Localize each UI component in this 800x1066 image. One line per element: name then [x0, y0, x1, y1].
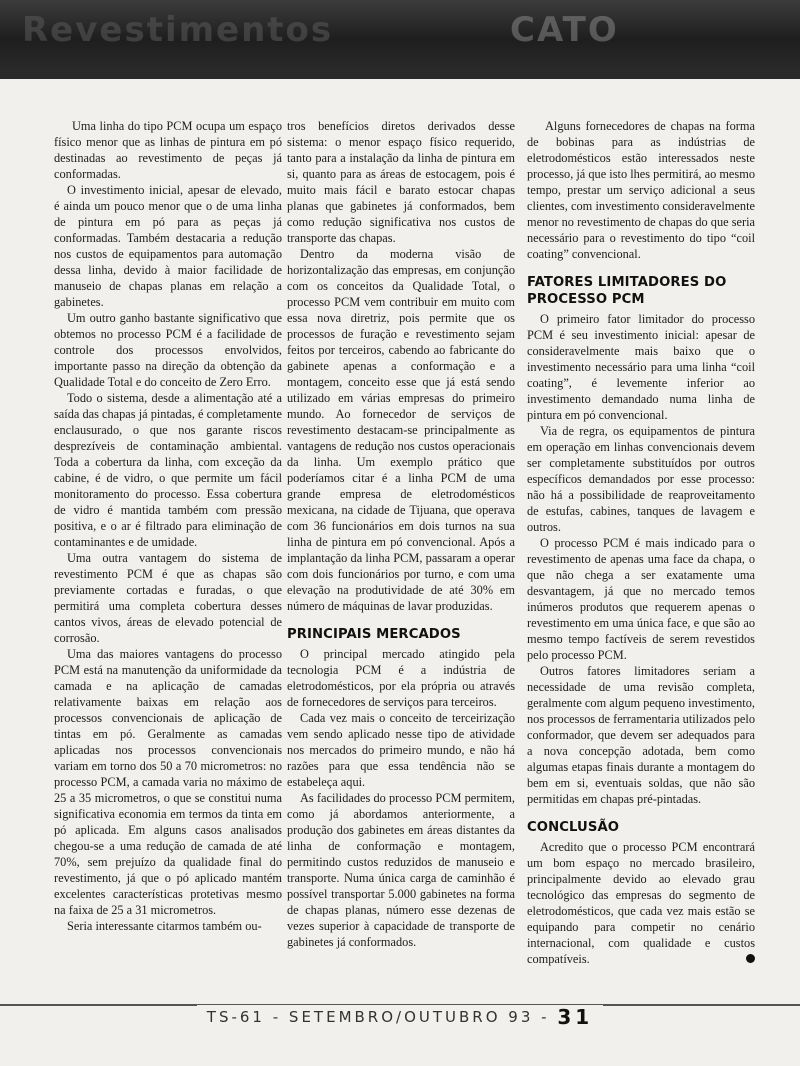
banner-ghost-text-left: Revestimentos: [22, 10, 334, 50]
section-heading-fatores-limitadores: FATORES LIMITADORES DO PROCESSO PCM: [527, 275, 727, 307]
page-number: 31: [557, 1005, 594, 1029]
paragraph: Uma das maiores vantagens do processo PCM está na manutenção da uniformidade da camada e na aplicação de camadas relativamente baixas em relação aos processos convencionais de aplicação de tintas em pó. Geralmente as camadas aplicadas nos processos convencionais variam em torno dos 50 a 70 micrometros: no processo PCM, a camada varia no máximo de 25 a 35 micrometros, o que se constitui numa significativa economia em termos da tinta em pó aplicada. Em alguns casos analisados chegou-se a uma redução de camada de até 70%, sem prejuízo da qualidade final do revestimento, já que o pó aplicado mantém excelentes características protetivas mesmo na faixa de 25 a 31 micrometros.: [54, 647, 282, 917]
paragraph: tros benefícios diretos derivados desse sistema: o menor espaço físico requerido, tanto para a instalação da linha de pintura em si, quanto para as áreas de estocagem, pois é muito mais fácil e barato estocar chapas planas que gabinetes já conformados, bem como redução significativa nos custos de transporte das chapas.: [287, 119, 515, 245]
paragraph: O primeiro fator limitador do processo PCM é seu investimento inicial: apesar de consideravelmente mais baixo que o investimento necessário para uma linha “coil coating”, é levemente inferior ao investimento demandado numa linha de pintura em pó convencional.: [527, 312, 755, 422]
paragraph: O principal mercado atingido pela tecnologia PCM é a indústria de eletrodomésticos, por ela própria ou através de fornecedores de serviços para terceiros.: [287, 647, 515, 709]
paragraph: Via de regra, os equipamentos de pintura em operação em linhas convencionais devem ser completamente substituídos por outros específicos demandados por esse processo: não há a possibilidade de reaproveitamento de estufas, cabines, tanques de lavagem e outros.: [527, 424, 755, 534]
paragraph: Cada vez mais o conceito de terceirização vem sendo aplicado nesse tipo de atividade nos mercados do primeiro mundo, e não há razões para que essa tendência não se estabeleça aqui.: [287, 711, 515, 789]
paragraph: Todo o sistema, desde a alimentação até a saída das chapas já pintadas, é completamente enclausurado, o que nos garante riscos desprezíveis de contaminação ambiental. Toda a cobertura da linha, com exceção da cabine, é de vidro, o que permite um fácil monitoramento do processo. Essa cobertura de vidro é mantida também com pressão positiva, e o ar é filtrado para eliminação de contaminantes e de umidade.: [54, 391, 282, 549]
paragraph: Uma outra vantagem do sistema de revestimento PCM é que as chapas são previamente cortadas e furadas, o que permitirá uma completa cobertura desses cantos vivos, áreas de elevado potencial de corrosão.: [54, 551, 282, 645]
paragraph: O processo PCM é mais indicado para o revestimento de apenas uma face da chapa, o que não chega a ser exatamente uma desvantagem, já que no mercado temos inúmeros produtos que requerem apenas o revestimento em uma única face, e que são ao mesmo tempo factíveis de serem revestidos pelo processo PCM.: [527, 536, 755, 662]
section-heading-conclusao: CONCLUSÃO: [527, 820, 620, 835]
section-heading-principais-mercados: PRINCIPAIS MERCADOS: [287, 627, 461, 642]
issue-info: TS-61 - SETEMBRO/OUTUBRO 93 -: [206, 1008, 550, 1026]
paragraph-conclusion: [527, 839, 755, 967]
paragraph: Um outro ganho bastante significativo que obtemos no processo PCM é a facilidade de controle dos processos envolvidos, importante passo na direção da obtenção da Qualidade Total e do conceito de Zero Erro.: [54, 311, 282, 389]
text-column-3: [527, 118, 755, 1008]
paragraph: Dentro da moderna visão de horizontalização das empresas, em conjunção com os conceitos da Qualidade Total, o processo PCM vem contribuir em muito com essa nova diretriz, pois permite que os processos de furação e revestimento sejam feitos por terceiros, cabendo ao fabricante do gabinete apenas a conformação e a montagem, conceito esse que já está sendo utilizado em várias empresas do primeiro mundo. Ao fornecedor de serviços de revestimento destacam-se principalmente as vantagens de redução nos custos operacionais da linha. Um exemplo prático que poderíamos citar é a linha PCM de uma grande empresa de eletrodomésticos mexicana, na cidade de Tijuana, que operava com 36 funcionários em dois turnos na sua linha de pintura em pó convencional. Após a implantação da linha PCM, passaram a operar com dois funcionários por turno, e com uma elevação na produtividade de até 30% em número de máquinas de lavar produzidas.: [287, 247, 515, 613]
page-footer: [0, 1003, 800, 1029]
text-column-1: [54, 118, 282, 1014]
banner-ghost-text-right: CATO: [510, 10, 619, 50]
paragraph: O investimento inicial, apesar de elevado, é ainda um pouco menor que o de uma linha de pintura em pó para as peças já conformadas. Também destacaria a redução nos custos de equipamentos para automação dessa linha, devido à maior facilidade de manuseio de chapas planas em relação a gabinetes.: [54, 183, 282, 309]
header-banner: [0, 0, 800, 72]
footer-label: [197, 1005, 603, 1029]
paragraph: Outros fatores limitadores seriam a necessidade de uma revisão completa, geralmente com algum pequeno investimento, nos processos de ferramentaria utilizados pelo conformador, que devem ser adequados para a nova concepção adotada, bem como algumas etapas finais durante a montagem do bem em si, eventuais soldas, que não são permitidas em chapas pré-pintadas.: [527, 664, 755, 806]
end-of-article-bullet-icon: [746, 954, 755, 963]
paragraph: Alguns fornecedores de chapas na forma de bobinas para as indústrias de eletrodomésticos estão interessados neste processo, já que isto lhes permitirá, ao mesmo tempo, prestar um serviço adicional a seus clientes, com investimento consideravelmente menor no revestimento de chapas do que seria necessário para o revestimento do tipo “coil coating” convencional.: [527, 119, 755, 261]
paragraph: As facilidades do processo PCM permitem, como já abordamos anteriormente, a produção dos gabinetes em áreas distantes da linha de conformação e montagem, permitindo custos reduzidos de manuseio e transporte. Numa única carga de caminhão é possível transportar 5.000 gabinetes na forma de chapas planas, número esse dezenas de vezes superior à capacidade de transporte de gabinetes já conformados.: [287, 791, 515, 949]
text-column-2: [287, 118, 515, 1014]
header-rule: [0, 72, 800, 79]
paragraph: Seria interessante citarmos também ou-: [67, 919, 262, 933]
conclusion-text: Acredito que o processo PCM encontrará um bom espaço no mercado brasileiro, principalmente devido ao elevado grau tecnológico das empresas do segmento de eletrodomésticos, que cada vez mais estão se equipando para competir no cenário internacional, com qualidade e custos compatíveis.: [527, 840, 755, 966]
paragraph: Uma linha do tipo PCM ocupa um espaço físico menor que as linhas de pintura em pó destinadas ao revestimento de peças já conformadas.: [54, 119, 282, 181]
